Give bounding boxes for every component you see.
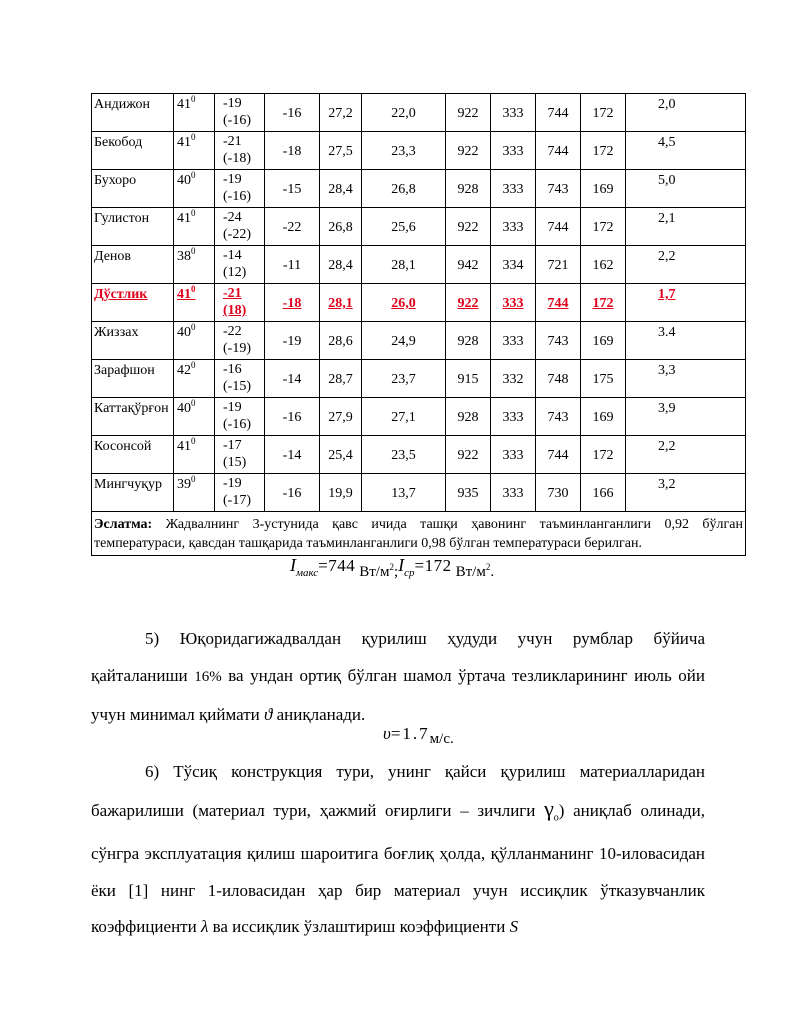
value-cell: 928	[446, 170, 491, 208]
value-cell: 166	[581, 474, 626, 512]
value-cell: 942	[446, 246, 491, 284]
value-cell: 169	[581, 170, 626, 208]
latitude-cell: $40^0$	[174, 322, 215, 360]
value-cell: -14	[265, 436, 320, 474]
latitude-cell: $41^0$	[174, 436, 215, 474]
table-body	[92, 94, 746, 512]
value-cell: -16	[265, 94, 320, 132]
value-cell: 13,7	[362, 474, 446, 512]
v-unit: м/с.	[429, 731, 454, 747]
value-cell: 922	[446, 208, 491, 246]
value-cell: 915	[446, 360, 491, 398]
climate-table	[91, 93, 746, 556]
value-cell: 172	[581, 132, 626, 170]
latitude-cell: $40^0$	[174, 170, 215, 208]
table-row	[92, 246, 746, 284]
wind-cell: 2,2	[626, 246, 746, 284]
temp-cell: -14 (12)	[215, 246, 265, 284]
i-max-subscript: макс	[296, 567, 319, 579]
wind-cell: 2,2	[626, 436, 746, 474]
temp-cell: -24 (-22)	[215, 208, 265, 246]
value-cell: 169	[581, 398, 626, 436]
gamma-symbol: γ	[544, 795, 554, 821]
value-cell: -18	[265, 132, 320, 170]
value-cell: 334	[491, 246, 536, 284]
city-cell: Каттақўрғон	[92, 398, 174, 436]
value-cell: 172	[581, 208, 626, 246]
i-max-symbol: I	[290, 555, 296, 575]
value-cell: 19,9	[320, 474, 362, 512]
temp-cell: -17 (15)	[215, 436, 265, 474]
wind-cell: 3.4	[626, 322, 746, 360]
value-cell: 28,4	[320, 170, 362, 208]
value-cell: 22,0	[362, 94, 446, 132]
value-cell: 333	[491, 474, 536, 512]
table-row	[92, 208, 746, 246]
table-row	[92, 474, 746, 512]
i-sr-symbol: I	[398, 555, 405, 575]
temp-cell: -16 (-15)	[215, 360, 265, 398]
value-cell: 721	[536, 246, 581, 284]
i-sr-value: =172	[414, 556, 452, 575]
value-cell: 172	[581, 94, 626, 132]
value-cell: 25,4	[320, 436, 362, 474]
wind-cell: 5,0	[626, 170, 746, 208]
value-cell: 27,5	[320, 132, 362, 170]
value-cell: 28,4	[320, 246, 362, 284]
value-cell: -18	[265, 284, 320, 322]
city-cell: Мингчуқур	[92, 474, 174, 512]
value-cell: 333	[491, 398, 536, 436]
city-cell: Денов	[92, 246, 174, 284]
value-cell: 26,0	[362, 284, 446, 322]
value-cell: 333	[491, 284, 536, 322]
temp-cell: -21 (18)	[215, 284, 265, 322]
value-cell: -14	[265, 360, 320, 398]
value-cell: 26,8	[320, 208, 362, 246]
value-cell: -16	[265, 398, 320, 436]
wind-cell: 3,3	[626, 360, 746, 398]
city-cell: Бекобод	[92, 132, 174, 170]
value-cell: 333	[491, 170, 536, 208]
temp-cell: -19 (-16)	[215, 398, 265, 436]
city-cell: Бухоро	[92, 170, 174, 208]
value-cell: 332	[491, 360, 536, 398]
latitude-cell: $40^0$	[174, 398, 215, 436]
value-cell: 28,1	[362, 246, 446, 284]
value-cell: 333	[491, 322, 536, 360]
wind-cell: 4,5	[626, 132, 746, 170]
value-cell: 172	[581, 284, 626, 322]
temp-cell: -19 (-16)	[215, 94, 265, 132]
table-row	[92, 322, 746, 360]
wind-cell: 2,1	[626, 208, 746, 246]
table-note	[92, 512, 746, 556]
value-cell: -11	[265, 246, 320, 284]
city-cell: Гулистон	[92, 208, 174, 246]
value-cell: 28,6	[320, 322, 362, 360]
temp-cell: -22 (-19)	[215, 322, 265, 360]
wind-speed-symbol: ϑ	[264, 705, 273, 724]
intensity-formula	[290, 555, 494, 579]
paragraph-6: 6) Тўсиқ конструкция тури, унинг қайси қурилиш материалларидан бажарилиши (материал тури, ҳажмий оғирлиги – зичлиги $\gamma_o$) аниқлаб олинади, сўнгра эксплуатация қилиш шароитига боғлиқ ҳолда, қўлланманинг 10-иловасидан ёки [1] нинг 1-иловасидан ҳар бир материал учун иссиқлик ўтказувчанлик коэффициенти λ ва иссиқлик ўзлаштириш коэффициенти S	[91, 762, 705, 937]
value-cell: 922	[446, 94, 491, 132]
value-cell: 748	[536, 360, 581, 398]
value-cell: 23,5	[362, 436, 446, 474]
value-cell: 333	[491, 132, 536, 170]
value-cell: 743	[536, 398, 581, 436]
latitude-cell: $38^0$	[174, 246, 215, 284]
lambda-symbol: λ	[200, 917, 209, 937]
value-cell: 744	[536, 208, 581, 246]
table-row	[92, 398, 746, 436]
value-cell: 743	[536, 322, 581, 360]
value-cell: -19	[265, 322, 320, 360]
value-cell: -16	[265, 474, 320, 512]
wind-cell: 1,7	[626, 284, 746, 322]
value-cell: 744	[536, 132, 581, 170]
temp-cell: -21 (-18)	[215, 132, 265, 170]
value-cell: 922	[446, 284, 491, 322]
value-cell: 28,1	[320, 284, 362, 322]
temp-cell: -19 (-17)	[215, 474, 265, 512]
city-cell: Косонсой	[92, 436, 174, 474]
table-row	[92, 360, 746, 398]
value-cell: 935	[446, 474, 491, 512]
value-cell: 175	[581, 360, 626, 398]
i-sr-subscript: ср	[404, 567, 415, 579]
i-max-value: =744	[318, 556, 356, 575]
latitude-cell: $41^0$	[174, 132, 215, 170]
note-label: Эслатма:	[94, 517, 153, 532]
table-row	[92, 436, 746, 474]
value-cell: 25,6	[362, 208, 446, 246]
v-value: =1.7	[390, 724, 430, 743]
table-row	[92, 132, 746, 170]
city-cell: Зарафшон	[92, 360, 174, 398]
value-cell: 162	[581, 246, 626, 284]
value-cell: 333	[491, 436, 536, 474]
value-cell: 23,3	[362, 132, 446, 170]
latitude-cell: $41^0$	[174, 284, 215, 322]
wind-cell: 2,0	[626, 94, 746, 132]
latitude-cell: $39^0$	[174, 474, 215, 512]
value-cell: 333	[491, 94, 536, 132]
value-cell: 333	[491, 208, 536, 246]
value-cell: 27,2	[320, 94, 362, 132]
value-cell: 922	[446, 132, 491, 170]
city-cell: Жиззах	[92, 322, 174, 360]
value-cell: 744	[536, 436, 581, 474]
wind-cell: 3,9	[626, 398, 746, 436]
v-symbol: υ	[383, 724, 391, 743]
latitude-cell: $41^0$	[174, 208, 215, 246]
s-symbol: S	[509, 917, 519, 937]
table-row	[92, 170, 746, 208]
temp-cell: -19 (-16)	[215, 170, 265, 208]
value-cell: 23,7	[362, 360, 446, 398]
value-cell: 24,9	[362, 322, 446, 360]
value-cell: 928	[446, 398, 491, 436]
value-cell: 172	[581, 436, 626, 474]
i-sr-unit: $Вт/м^2$.	[455, 562, 495, 580]
table-row	[92, 94, 746, 132]
value-cell: 28,7	[320, 360, 362, 398]
paragraph-5: 5) Юқоридагижадвалдан қурилиш ҳудуди учун румблар бўйича қайталаниши 16% ва ундан ортиқ бўлган шамол ўртача тезликларининг июль ойи учун минимал қиймати ϑ аниқланади.	[91, 629, 705, 724]
percent-value: 16%	[194, 669, 222, 685]
value-cell: 744	[536, 284, 581, 322]
value-cell: -22	[265, 208, 320, 246]
value-cell: 730	[536, 474, 581, 512]
table-row	[92, 284, 746, 322]
table-note-row	[92, 512, 746, 556]
latitude-cell: $41^0$	[174, 94, 215, 132]
wind-cell: 3,2	[626, 474, 746, 512]
value-cell: 743	[536, 170, 581, 208]
value-cell: 169	[581, 322, 626, 360]
i-max-unit: $Вт/м^2$;	[359, 562, 399, 580]
gamma-subscript: o	[553, 811, 559, 823]
value-cell: 928	[446, 322, 491, 360]
value-cell: 27,1	[362, 398, 446, 436]
value-cell: -15	[265, 170, 320, 208]
city-cell: Андижон	[92, 94, 174, 132]
wind-speed-equation	[383, 724, 454, 747]
latitude-cell: $42^0$	[174, 360, 215, 398]
city-cell: Дўстлик	[92, 284, 174, 322]
value-cell: 744	[536, 94, 581, 132]
note-text: Жадвалнинг 3-устунида қавс ичида ташқи ҳавонинг таъминланганлиги 0,92 бўлган температураси, қавсдан ташқарида таъминланганлиги 0,98 бўлган температураси берилган.	[94, 517, 743, 551]
value-cell: 27,9	[320, 398, 362, 436]
value-cell: 26,8	[362, 170, 446, 208]
value-cell: 922	[446, 436, 491, 474]
